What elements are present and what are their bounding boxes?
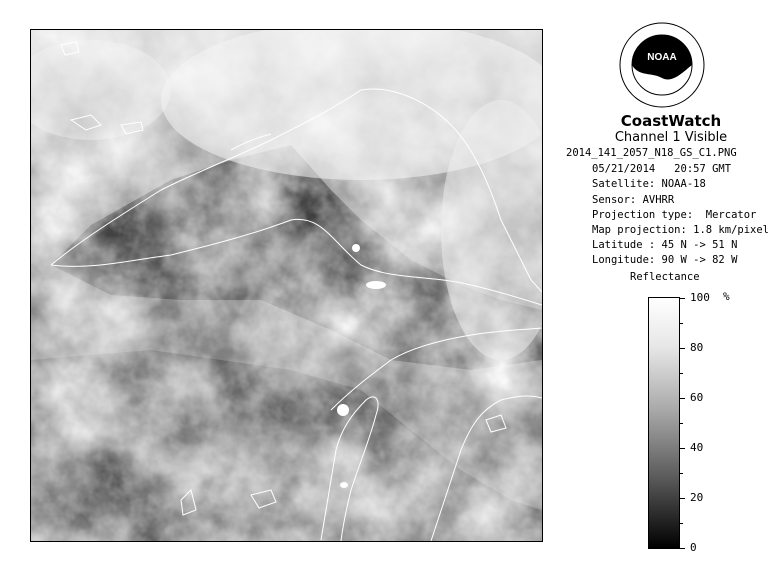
colorbar-minor-tick	[680, 423, 683, 424]
projection-type: Projection type: Mercator	[592, 209, 757, 221]
logo-text: NOAA	[647, 52, 677, 63]
datetime: 05/21/2014 20:57 GMT	[592, 163, 732, 175]
colorbar-minor-tick	[680, 323, 683, 324]
colorbar-tick	[680, 398, 685, 399]
colorbar-tick	[680, 548, 685, 549]
channel-label: Channel 1 Visible	[614, 130, 728, 145]
colorbar	[648, 297, 680, 549]
colorbar-tick-label: 40	[690, 441, 704, 454]
colorbar-unit: %	[723, 290, 730, 303]
satellite: Satellite: NOAA-18	[592, 178, 706, 190]
filename: 2014_141_2057_N18_GS_C1.PNG	[566, 147, 737, 159]
colorbar-minor-tick	[680, 523, 683, 524]
colorbar-label: Reflectance	[630, 271, 700, 283]
colorbar-tick-label: 20	[690, 491, 704, 504]
colorbar-tick-label: 0	[690, 541, 697, 554]
satellite-image-canvas	[31, 30, 542, 541]
colorbar-tick	[680, 498, 685, 499]
latitude: Latitude : 45 N -> 51 N	[592, 239, 738, 251]
colorbar-minor-tick	[680, 473, 683, 474]
colorbar-minor-tick	[680, 373, 683, 374]
longitude: Longitude: 90 W -> 82 W	[592, 254, 738, 266]
colorbar-tick	[680, 298, 685, 299]
noaa-logo	[619, 22, 705, 108]
map-projection: Map projection: 1.8 km/pixel	[592, 224, 770, 236]
colorbar-tick-label: 60	[690, 391, 704, 404]
colorbar-tick-label: 80	[690, 341, 704, 354]
sensor: Sensor: AVHRR	[592, 194, 675, 206]
satellite-image	[30, 29, 543, 542]
colorbar-tick	[680, 348, 685, 349]
colorbar-tick	[680, 448, 685, 449]
product-title: CoastWatch	[620, 112, 722, 130]
colorbar-tick-label: 100	[690, 291, 710, 304]
